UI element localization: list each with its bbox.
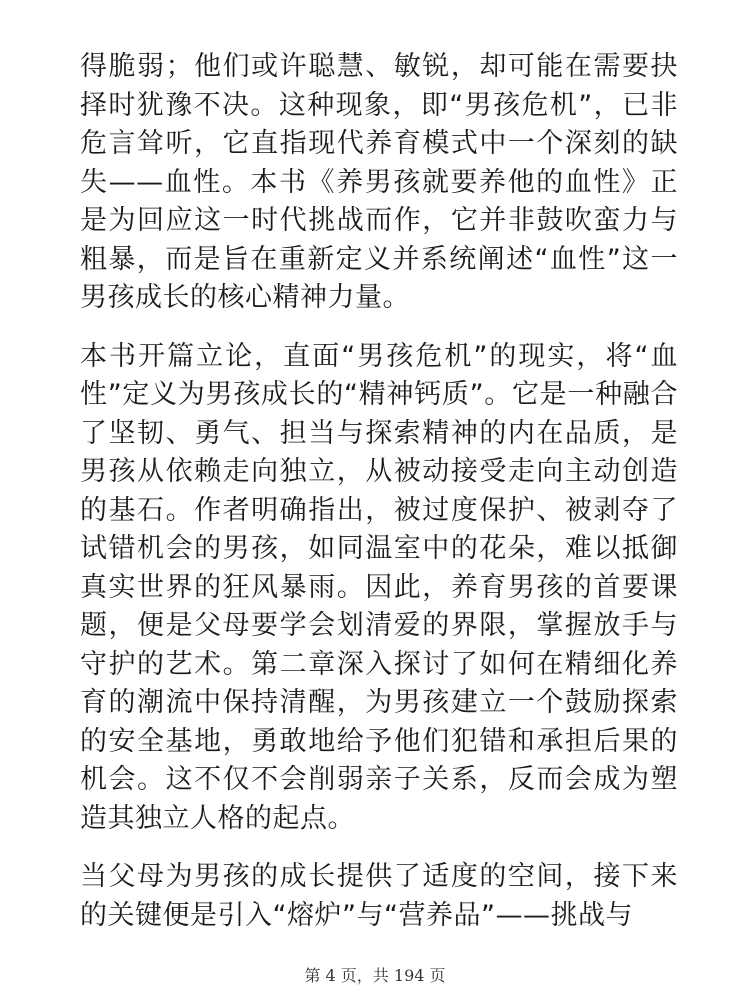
paragraph-1: 得脆弱；他们或许聪慧、敏锐，却可能在需要抉择时犹豫不决。这种现象，即“男孩危机”，已非危言耸听，它直指现代养育模式中一个深刻的缺失——血性。本书《养男孩就要养他的血性》正是为回应这一时代挑战而作，它并非鼓吹蛮力与粗暴，而是旨在重新定义并系统阐述“血性”这一男孩成长的核心精神力量。 <box>80 51 678 313</box>
paragraph-2: 本书开篇立论，直面“男孩危机”的现实，将“血性”定义为男孩成长的“精神钙质”。它是一种融合了坚韧、勇气、担当与探索精神的内在品质，是男孩从依赖走向独立，从被动接受走向主动创造的基石。作者明确指出，被过度保护、被剥夺了试错机会的男孩，如同温室中的花朵，难以抵御真实世界的狂风暴雨。因此，养育男孩的首要课题，便是父母要学会划清爱的界限，掌握放手与守护的艺术。第二章深入探讨了如何在精细化养育的潮流中保持清醒，为男孩建立一个鼓励探索的安全基地，勇敢地给予他们犯错和承担后果的机会。这不仅不会削弱亲子关系，反而会成为塑造其独立人格的起点。 <box>80 340 678 834</box>
body-text <box>80 48 678 935</box>
paragraph-3: 当父母为男孩的成长提供了适度的空间，接下来的关键便是引入“熔炉”与“营养品”——挑战与 <box>80 861 678 931</box>
page-number-footer: 第 4 页，共 194 页 <box>304 966 446 985</box>
